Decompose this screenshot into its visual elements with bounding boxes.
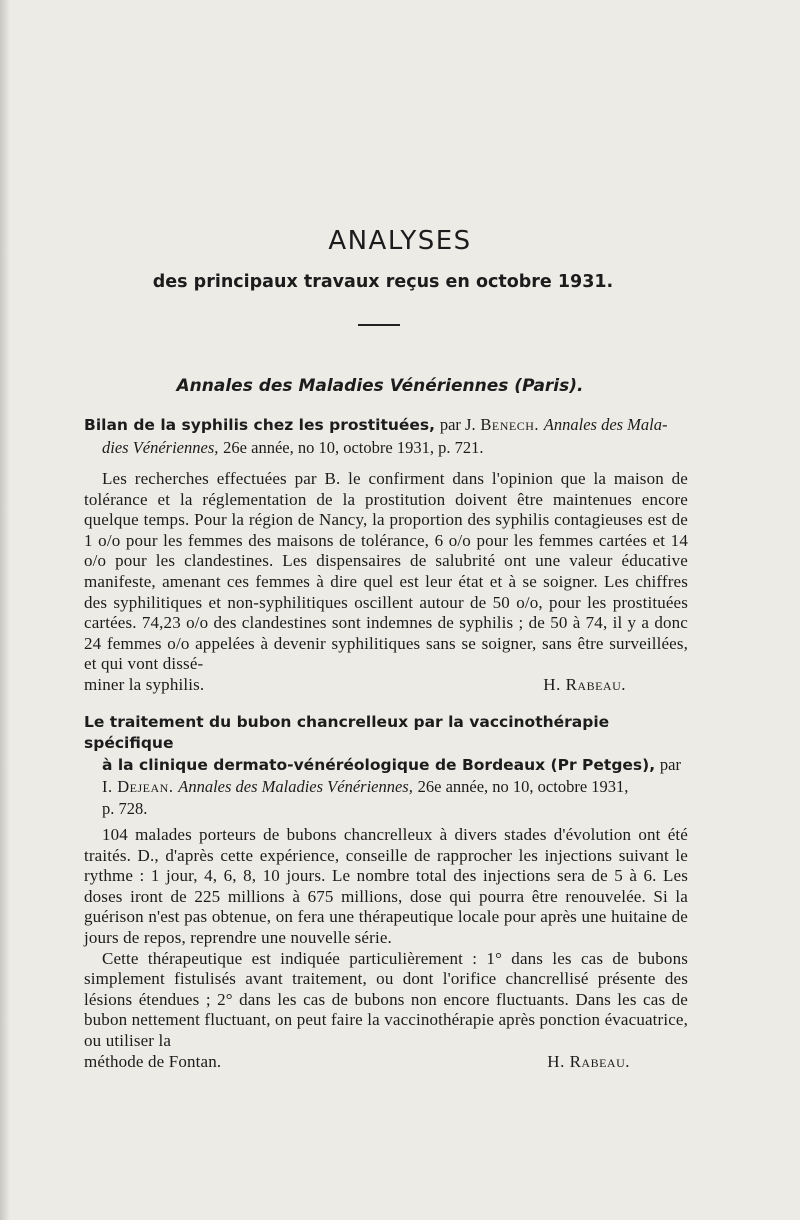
- article-1-header: [84, 414, 688, 436]
- article-2-author: I. Dejean.: [102, 777, 174, 796]
- article-1-title: Bilan de la syphilis chez les prostituées,: [84, 416, 436, 434]
- article-1-last-line: miner la syphilis.: [84, 674, 205, 694]
- title-divider: [358, 324, 400, 326]
- article-2-last-line: méthode de Fontan.: [84, 1051, 222, 1071]
- article-2-paragraph-1: 104 malades porteurs de bubons chancrelleux à divers stades d'évolution ont été traités. D., d'après cette expérience, conseille de rapprocher les injections suivant le rythme : 1 jour, 4, 6, 8, 10 jours. Le nombre total des injections sera de 5 à 6. Les doses iront de 225 millions à 675 millions, dose qui pourra être renouvelée. Si la guérison n'est pas obtenue, on fera une thérapeutique locale pour après une huitaine de jours de repos, reprendre une nouvelle série.: [84, 825, 688, 947]
- article-2-header-line4: [84, 798, 688, 820]
- article-2-reference: 26e année, no 10, octobre 1931,: [417, 777, 629, 796]
- article-2-journal: Annales des Maladies Vénériennes,: [178, 777, 413, 796]
- page-title: ANALYSES: [328, 226, 472, 256]
- article-1-journal-cont: dies Vénériennes,: [102, 438, 219, 457]
- article-2-title-line1: Le traitement du bubon chancrelleux par la vaccinothérapie spécifique: [84, 713, 610, 752]
- article-1-signature-line: [84, 675, 688, 696]
- article-2-signature: H. Rabeau.: [547, 1051, 630, 1071]
- article-1: [84, 414, 688, 696]
- article-2-page: p. 728.: [102, 799, 148, 818]
- article-2-header: [84, 712, 688, 754]
- article-1-signature: H. Rabeau.: [543, 674, 626, 694]
- article-1-author: Benech.: [480, 415, 539, 434]
- article-1-journal: Annales des Mala-: [543, 415, 668, 434]
- article-2-title-line2: à la clinique dermato-vénéréologique de Bordeaux (Pr Petges),: [102, 756, 656, 774]
- article-1-reference: 26e année, no 10, octobre 1931, p. 721.: [223, 438, 484, 457]
- journal-heading: Annales des Maladies Vénériennes (Paris).: [176, 376, 584, 396]
- article-2-by: par: [659, 755, 681, 774]
- article-2-header-line3: [84, 776, 688, 798]
- article-2-paragraph-2: Cette thérapeutique est indiquée particulièrement : 1° dans les cas de bubons simplement fistulisés avant traitement, ou dont l'orifice chancrellisé présente des lésions étendues ; 2° dans les cas de bubons non encore fluctuants. Dans les cas de bubon nettement fluctuant, on peut faire la vaccinothérapie après ponction évacuatrice, ou utiliser la: [84, 948, 689, 1050]
- page-edge-shadow: [0, 0, 10, 1220]
- article-1-by: par J.: [439, 415, 476, 434]
- page-subtitle: des principaux travaux reçus en octobre 1931.: [152, 272, 614, 292]
- article-2: [84, 712, 688, 1072]
- article-1-paragraph: Les recherches effectuées par B. le confirment dans l'opinion que la maison de tolérance et la réglementation de la prostitution doivent être maintenues encore quelque temps. Pour la région de Nancy, la proportion des syphilis contagieuses est de 1 o/o pour les femmes des maisons de tolérance, 6 o/o pour les femmes cartées et 14 o/o pour les clandestines. Les dispensaires de salubrité ont une valeur éducative manifeste, amenant ces femmes à dire quel est leur état et à se soigner. Les chiffres des syphilitiques et non-syphilitiques oscillent autour de 50 o/o, pour les prostituées cartées. 74,23 o/o des clandestines sont indemnes de syphilis ; de 50 à 74, il y a donc 24 femmes o/o appelées à devenir syphilitiques sans se soigner, sans être surveillées, et qui vont dissé-: [84, 469, 688, 674]
- article-2-signature-line: [84, 1052, 688, 1073]
- article-2-header-line2: [84, 754, 688, 776]
- article-1-header-cont: [84, 437, 688, 459]
